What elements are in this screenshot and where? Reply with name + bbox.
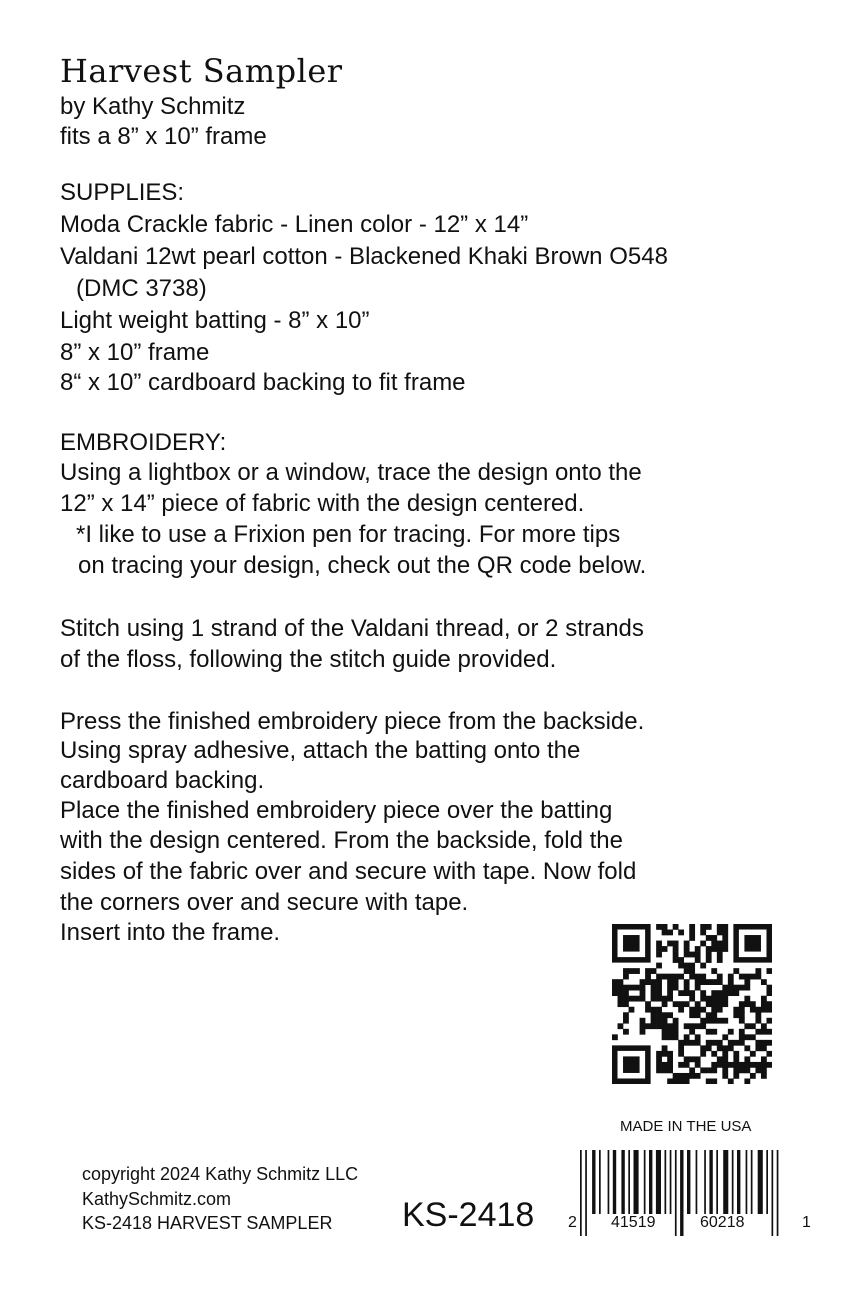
- supplies-heading: SUPPLIES:: [60, 179, 185, 206]
- instruction-line: Press the finished embroidery piece from the backside.: [60, 708, 645, 735]
- product-line: KS-2418 HARVEST SAMPLER: [82, 1213, 333, 1233]
- barcode-digit: 2: [568, 1214, 577, 1231]
- tip-line: *I like to use a Frixion pen for tracing. For more tips: [76, 521, 621, 548]
- pattern-title: Harvest Sampler: [60, 52, 343, 90]
- instruction-line: Stitch using 1 strand of the Valdani thread, or 2 strands: [60, 615, 644, 642]
- instruction-line: of the floss, following the stitch guide provided.: [60, 646, 557, 673]
- instruction-line: Place the finished embroidery piece over the batting: [60, 797, 613, 824]
- instruction-line: cardboard backing.: [60, 767, 265, 794]
- supply-item: Valdani 12wt pearl cotton - Blackened Khaki Brown O548: [60, 243, 668, 270]
- barcode-digit: 60218: [700, 1214, 745, 1231]
- instruction-line: Using a lightbox or a window, trace the design onto the: [60, 459, 642, 486]
- supply-item: (DMC 3738): [76, 275, 207, 302]
- copyright-line: copyright 2024 Kathy Schmitz LLC: [82, 1164, 359, 1184]
- barcode-digit: 41519: [611, 1214, 656, 1231]
- embroidery-heading: EMBROIDERY:: [60, 429, 227, 456]
- tip-line: on tracing your design, check out the QR code below.: [78, 552, 647, 579]
- website-line: KathySchmitz.com: [82, 1189, 232, 1209]
- supply-item: 8” x 10” frame: [60, 339, 210, 366]
- instruction-line: Using spray adhesive, attach the batting onto the: [60, 737, 581, 764]
- supply-item: 8“ x 10” cardboard backing to fit frame: [60, 369, 466, 396]
- author-line: by Kathy Schmitz: [60, 93, 246, 120]
- supply-item: Light weight batting - 8” x 10”: [60, 307, 370, 334]
- instruction-line: Insert into the frame.: [60, 919, 281, 946]
- qr-code-icon[interactable]: [612, 924, 772, 1084]
- sku-code: KS-2418: [402, 1196, 535, 1234]
- supply-item: Moda Crackle fabric - Linen color - 12” x 14”: [60, 211, 529, 238]
- instruction-line: the corners over and secure with tape.: [60, 889, 469, 916]
- barcode-digit: 1: [802, 1214, 811, 1231]
- instruction-line: 12” x 14” piece of fabric with the design centered.: [60, 490, 585, 517]
- frame-note: fits a 8” x 10” frame: [60, 123, 267, 150]
- instruction-line: sides of the fabric over and secure with tape. Now fold: [60, 858, 637, 885]
- instruction-line: with the design centered. From the backside, fold the: [60, 827, 623, 854]
- barcode-icon: [566, 1146, 818, 1238]
- made-in-usa: MADE IN THE USA: [620, 1118, 752, 1135]
